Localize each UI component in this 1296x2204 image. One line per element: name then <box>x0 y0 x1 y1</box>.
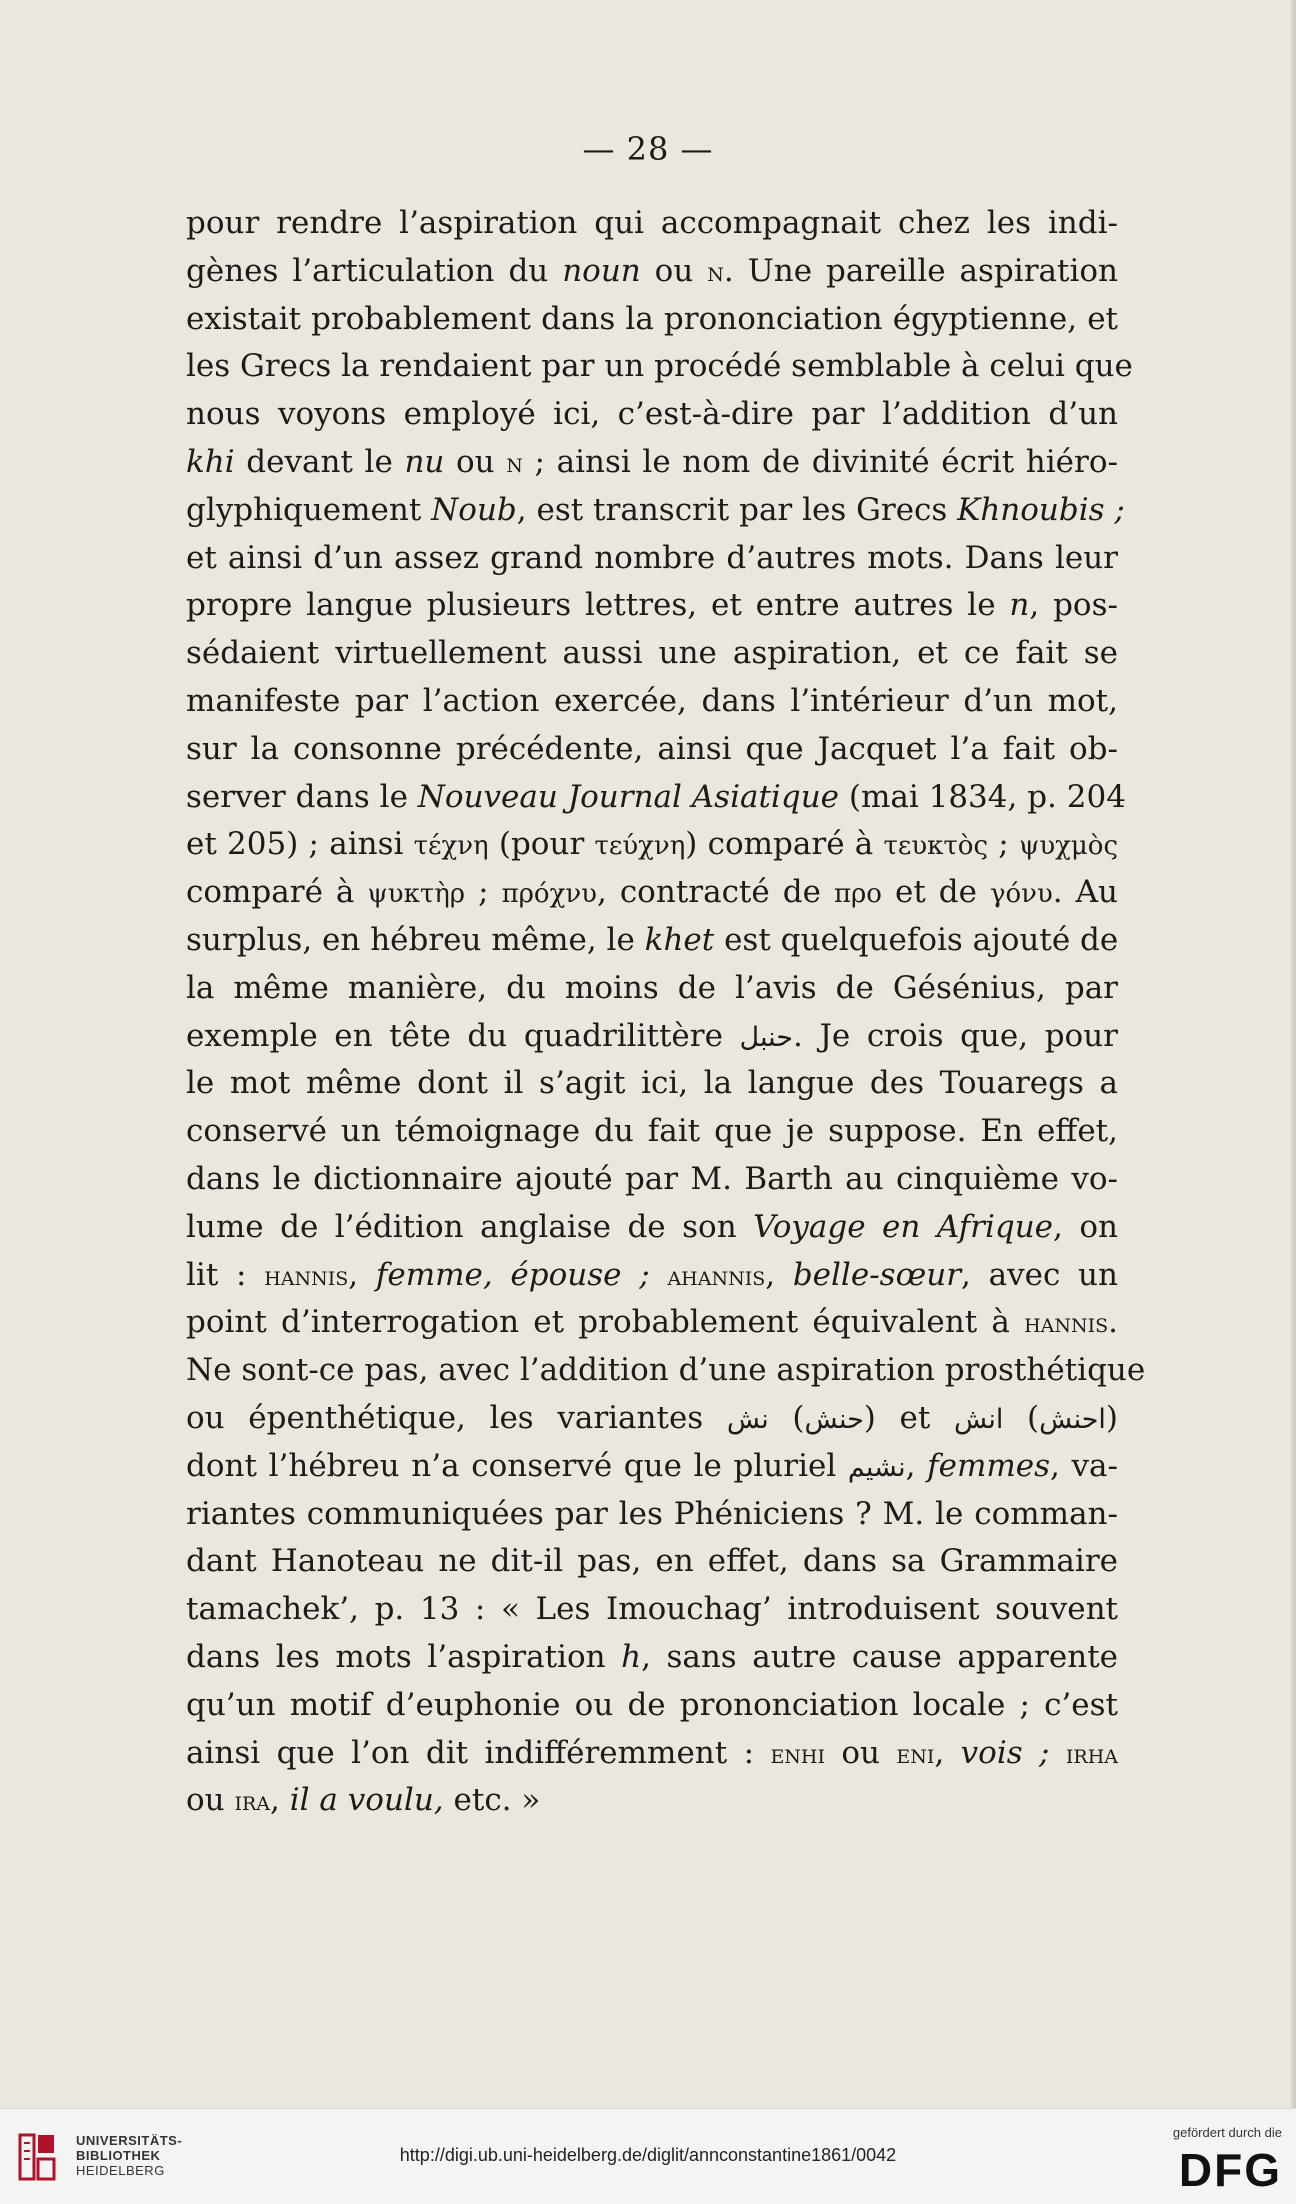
text-line <box>186 582 1118 630</box>
greek-word: τεύχνη <box>594 831 686 862</box>
text-line <box>186 1538 1118 1586</box>
dfg-logo: DFG <box>1178 2144 1282 2196</box>
text-span: dans les mots l’aspiration <box>186 1638 622 1675</box>
text-span: et ainsi d’un assez grand nombre d’autres mots. Dans leur <box>186 539 1118 576</box>
text-span: la même manière, du moins de l’avis de Gésénius, par <box>186 969 1118 1006</box>
text-span: ; <box>988 826 1019 863</box>
text-span: et 205) ; ainsi <box>186 826 414 863</box>
page-number: — 28 — <box>582 130 714 168</box>
text-span: est quelquefois ajouté de <box>714 921 1119 958</box>
text-line <box>186 1347 1146 1395</box>
text-line <box>186 487 1125 535</box>
text-span: , sans autre cause apparente <box>641 1638 1118 1675</box>
page-edge <box>1290 0 1296 2108</box>
text-line <box>186 200 1118 248</box>
text-span: ou <box>640 252 708 289</box>
text-line <box>186 1395 1118 1443</box>
text-span: noun <box>562 252 641 289</box>
text-span: propre langue plusieurs lettres, et entre autres le <box>186 587 1010 624</box>
text-span: existait probablement dans la prononciation égyptienne, et <box>186 300 1118 337</box>
text-span: exemple en tête du quadrilittère <box>186 1017 740 1054</box>
text-span: Voyage en Afrique <box>753 1208 1054 1245</box>
text-span: gènes l’articulation du <box>186 252 563 289</box>
text-span: surplus, en hébreu même, le <box>186 921 645 958</box>
greek-word: πρόχνυ <box>501 879 597 910</box>
text-span: sédaient virtuellement aussi une aspiration, et ce fait se <box>186 635 1118 672</box>
text-span: Ne sont-ce pas, avec l’addition d’une aspiration prosthétique <box>186 1352 1146 1389</box>
text-span: ainsi que l’on dit indifféremment : <box>186 1734 771 1771</box>
text-line <box>186 1443 1118 1491</box>
text-span: pour rendre l’aspiration qui accompagnait chez les indi- <box>186 205 1118 241</box>
text-line <box>186 1108 1118 1156</box>
text-span: ; <box>465 874 502 911</box>
text-span: , va- <box>1050 1447 1118 1484</box>
text-span: , on <box>1053 1208 1118 1245</box>
text-line <box>186 1156 1118 1204</box>
text-line <box>186 774 1126 822</box>
text-span: les Grecs la rendaient par un procédé semblable à celui que <box>186 348 1133 385</box>
library-line-3: HEIDELBERG <box>76 2163 165 2178</box>
text-line <box>186 1204 1118 1252</box>
text-line <box>186 678 1118 726</box>
text-span: dans le dictionnaire ajouté par M. Barth au cinquième vo- <box>186 1160 1118 1197</box>
text-span: et de <box>881 874 990 911</box>
text-line <box>186 1682 1118 1730</box>
text-span: , <box>905 1447 928 1484</box>
text-span: , avec un <box>961 1256 1118 1293</box>
text-span: ) et <box>863 1399 954 1436</box>
greek-word: γόνυ <box>989 879 1053 910</box>
greek-word: ψυκτὴρ <box>367 879 466 910</box>
text-line <box>186 1777 1118 1825</box>
text-line <box>186 1299 1118 1347</box>
text-line <box>186 248 1118 296</box>
text-span: n <box>1009 587 1030 624</box>
arabic-word: حنش <box>804 1403 864 1435</box>
text-span: point d’interrogation et probablement équivalent à <box>186 1304 1025 1341</box>
arabic-word: نشيم <box>847 1451 906 1483</box>
text-span: ) <box>1105 1399 1119 1436</box>
text-span: le mot même dont il s’agit ici, la langue des Touaregs a <box>186 1065 1118 1102</box>
text-span: hannis <box>264 1260 349 1292</box>
text-span: , <box>270 1782 290 1819</box>
text-line <box>186 1060 1118 1108</box>
text-line <box>186 439 1118 487</box>
text-span: (pour <box>488 826 595 863</box>
text-span: ou <box>186 1782 235 1819</box>
text-span: nous voyons employé ici, c’est-à-dire par l’addition d’un <box>186 396 1118 433</box>
document-url[interactable]: http://digi.ub.uni-heidelberg.de/diglit/annconstantine1861/0042 <box>399 2145 897 2165</box>
text-span: femmes <box>927 1447 1051 1484</box>
text-span: . Je crois que, pour <box>792 1017 1118 1054</box>
text-span: khi <box>186 443 235 480</box>
text-span: devant le <box>234 443 405 480</box>
text-line <box>186 1586 1118 1634</box>
greek-word: τευκτὸς <box>883 831 989 862</box>
text-span: ) comparé à <box>685 826 884 863</box>
text-span: Noub <box>431 491 517 528</box>
arabic-word: نش <box>726 1403 769 1435</box>
text-span: ou <box>444 443 507 480</box>
text-span: , contracté de <box>596 874 834 911</box>
text-span: Nouveau Journal Asiatique <box>417 778 840 815</box>
text-span: h <box>621 1638 642 1675</box>
text-span: dant Hanoteau ne dit-il pas, en effet, dans sa Grammaire <box>186 1543 1118 1580</box>
text-span: . Au <box>1052 874 1118 911</box>
text-span: . <box>1108 1304 1118 1341</box>
library-line-1: UNIVERSITÄTS- <box>76 2133 183 2148</box>
text-span: ( <box>768 1399 805 1436</box>
text-line <box>186 391 1118 439</box>
greek-word: ψυχμὸς <box>1018 831 1118 862</box>
text-span: , <box>348 1256 376 1293</box>
text-span: , <box>765 1256 793 1293</box>
text-line <box>186 630 1118 678</box>
greek-word: τέχνη <box>413 831 489 862</box>
text-span: , <box>934 1734 961 1771</box>
text-span: lume de l’édition anglaise de son <box>186 1208 754 1245</box>
text-span: n <box>707 256 724 288</box>
text-span: sur la consonne précédente, ainsi que Jacquet l’a fait ob- <box>186 730 1118 767</box>
footer-bar <box>0 2108 1296 2204</box>
greek-word: προ <box>833 879 882 910</box>
text-span: (mai 1834, p. 204 <box>839 778 1126 815</box>
text-line <box>186 1252 1118 1300</box>
text-line <box>186 343 1133 391</box>
text-span: ( <box>1003 1399 1040 1436</box>
text-span: ou <box>825 1734 897 1771</box>
text-span: etc. » <box>443 1782 541 1819</box>
text-span: n <box>506 447 523 479</box>
body-text <box>186 200 1146 1825</box>
library-line-2: BIBLIOTHEK <box>76 2148 161 2163</box>
text-span: nu <box>404 443 445 480</box>
text-span: ira <box>234 1786 271 1818</box>
funded-by-label: gefördert durch die <box>1172 2125 1282 2140</box>
text-span: , pos- <box>1029 587 1118 624</box>
text-span: tamachek’, p. 13 : « Les Imouchag’ introduisent souvent <box>186 1591 1118 1628</box>
text-span: hannis <box>1024 1308 1109 1340</box>
text-span: lit : <box>186 1256 265 1293</box>
text-line <box>186 917 1118 965</box>
text-line <box>186 869 1118 917</box>
text-line <box>186 535 1118 583</box>
text-span: comparé à <box>186 874 368 911</box>
arabic-word: حنبل <box>739 1021 793 1053</box>
text-span: , est transcrit par les Grecs <box>516 491 958 528</box>
text-line <box>186 965 1118 1013</box>
text-line <box>186 296 1118 344</box>
text-span: conservé un témoignage du fait que je suppose. En effet, <box>186 1113 1118 1150</box>
text-span: irha <box>1065 1738 1118 1770</box>
arabic-word: احنش <box>1039 1403 1106 1435</box>
text-span: eni <box>896 1738 935 1770</box>
text-line <box>186 1491 1118 1539</box>
text-span <box>1050 1735 1066 1771</box>
text-span: manifeste par l’action exercée, dans l’intérieur d’un mot, <box>186 682 1118 719</box>
text-span: femme, épouse ; <box>375 1256 650 1293</box>
text-span: server dans le <box>186 778 418 815</box>
text-span: ahannis <box>667 1260 766 1292</box>
text-span: belle-sœur <box>792 1256 962 1293</box>
text-span: . Une pareille aspiration <box>723 252 1118 289</box>
text-span: vois ; <box>960 1734 1050 1771</box>
arabic-word: انش <box>953 1403 1004 1435</box>
text-line <box>186 1634 1118 1682</box>
text-span: riantes communiquées par les Phéniciens ? M. le comman- <box>186 1495 1118 1532</box>
text-span: ; ainsi le nom de divinité écrit hiéro- <box>522 443 1118 480</box>
text-line <box>186 726 1118 774</box>
text-span: glyphiquement <box>186 491 432 528</box>
text-line <box>186 821 1118 869</box>
text-span: dont l’hébreu n’a conservé que le pluriel <box>186 1447 848 1484</box>
text-span: il a voulu, <box>289 1782 444 1819</box>
text-line <box>186 1013 1118 1061</box>
text-span: Khnoubis ; <box>957 491 1125 528</box>
text-span: khet <box>644 921 715 958</box>
text-span <box>650 1257 668 1293</box>
text-line <box>186 1730 1118 1778</box>
text-span: ou épenthétique, les variantes <box>186 1399 727 1436</box>
text-span: enhi <box>770 1738 826 1770</box>
text-span: qu’un motif d’euphonie ou de prononciation locale ; c’est <box>186 1686 1118 1723</box>
